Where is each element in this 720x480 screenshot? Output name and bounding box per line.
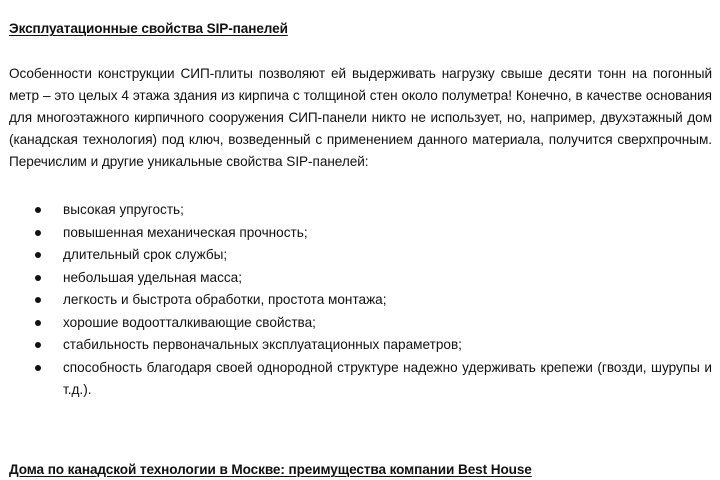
body-paragraph: Особенности конструкции СИП-плиты позволяют ей выдерживать нагрузку свыше десяти тонн на погонный метр – это целых 4 этажа здания из кирпича с толщиной стен около полуметра! Конечно, в качестве основания для многоэтажного кирпичного сооружения СИП-панели никто не использует, но, например, двухэтажный дом (канадская технология) под ключ, возведенный с применением данного материала, получится сверхпрочным. Перечислим и другие уникальные свойства SIP-панелей: bbox=[9, 66, 712, 169]
bullet-icon bbox=[35, 230, 41, 236]
list-item bbox=[9, 289, 712, 312]
list-item bbox=[9, 244, 712, 267]
list-item bbox=[9, 357, 712, 402]
list-item-text: небольшая удельная масса; bbox=[63, 269, 243, 285]
list-item-text: легкость и быстрота обработки, простота монтажа; bbox=[63, 292, 387, 307]
bullet-icon bbox=[35, 297, 41, 303]
list-item-text: хорошие водоотталкивающие свойства; bbox=[63, 314, 316, 330]
list-item bbox=[9, 334, 712, 357]
bullet-icon bbox=[35, 342, 41, 348]
bullet-icon bbox=[35, 207, 41, 213]
list-item bbox=[9, 267, 712, 290]
bullet-icon bbox=[35, 320, 41, 326]
list-item-text: повышенная механическая прочность; bbox=[63, 224, 308, 240]
list-item-text: стабильность первоначальных эксплуатационных параметров; bbox=[63, 337, 462, 352]
list-item-text: длительный срок службы; bbox=[63, 247, 228, 262]
next-section-heading: Дома по канадской технологии в Москве: преимущества компании Best House bbox=[9, 462, 532, 477]
list-item bbox=[9, 312, 712, 335]
bullet-icon bbox=[35, 252, 41, 258]
list-item bbox=[9, 199, 712, 222]
section-heading: Эксплуатационные свойства SIP-панелей bbox=[9, 21, 288, 36]
list-item-text: способность благодаря своей однородной структуре надежно удерживать крепежи (гвозди, шурупы и т.д.). bbox=[63, 359, 712, 397]
bullet-icon bbox=[35, 275, 41, 281]
list-item bbox=[9, 222, 712, 245]
bullet-icon bbox=[35, 365, 41, 371]
list-item-text: высокая упругость; bbox=[63, 202, 184, 217]
properties-list bbox=[9, 199, 712, 402]
